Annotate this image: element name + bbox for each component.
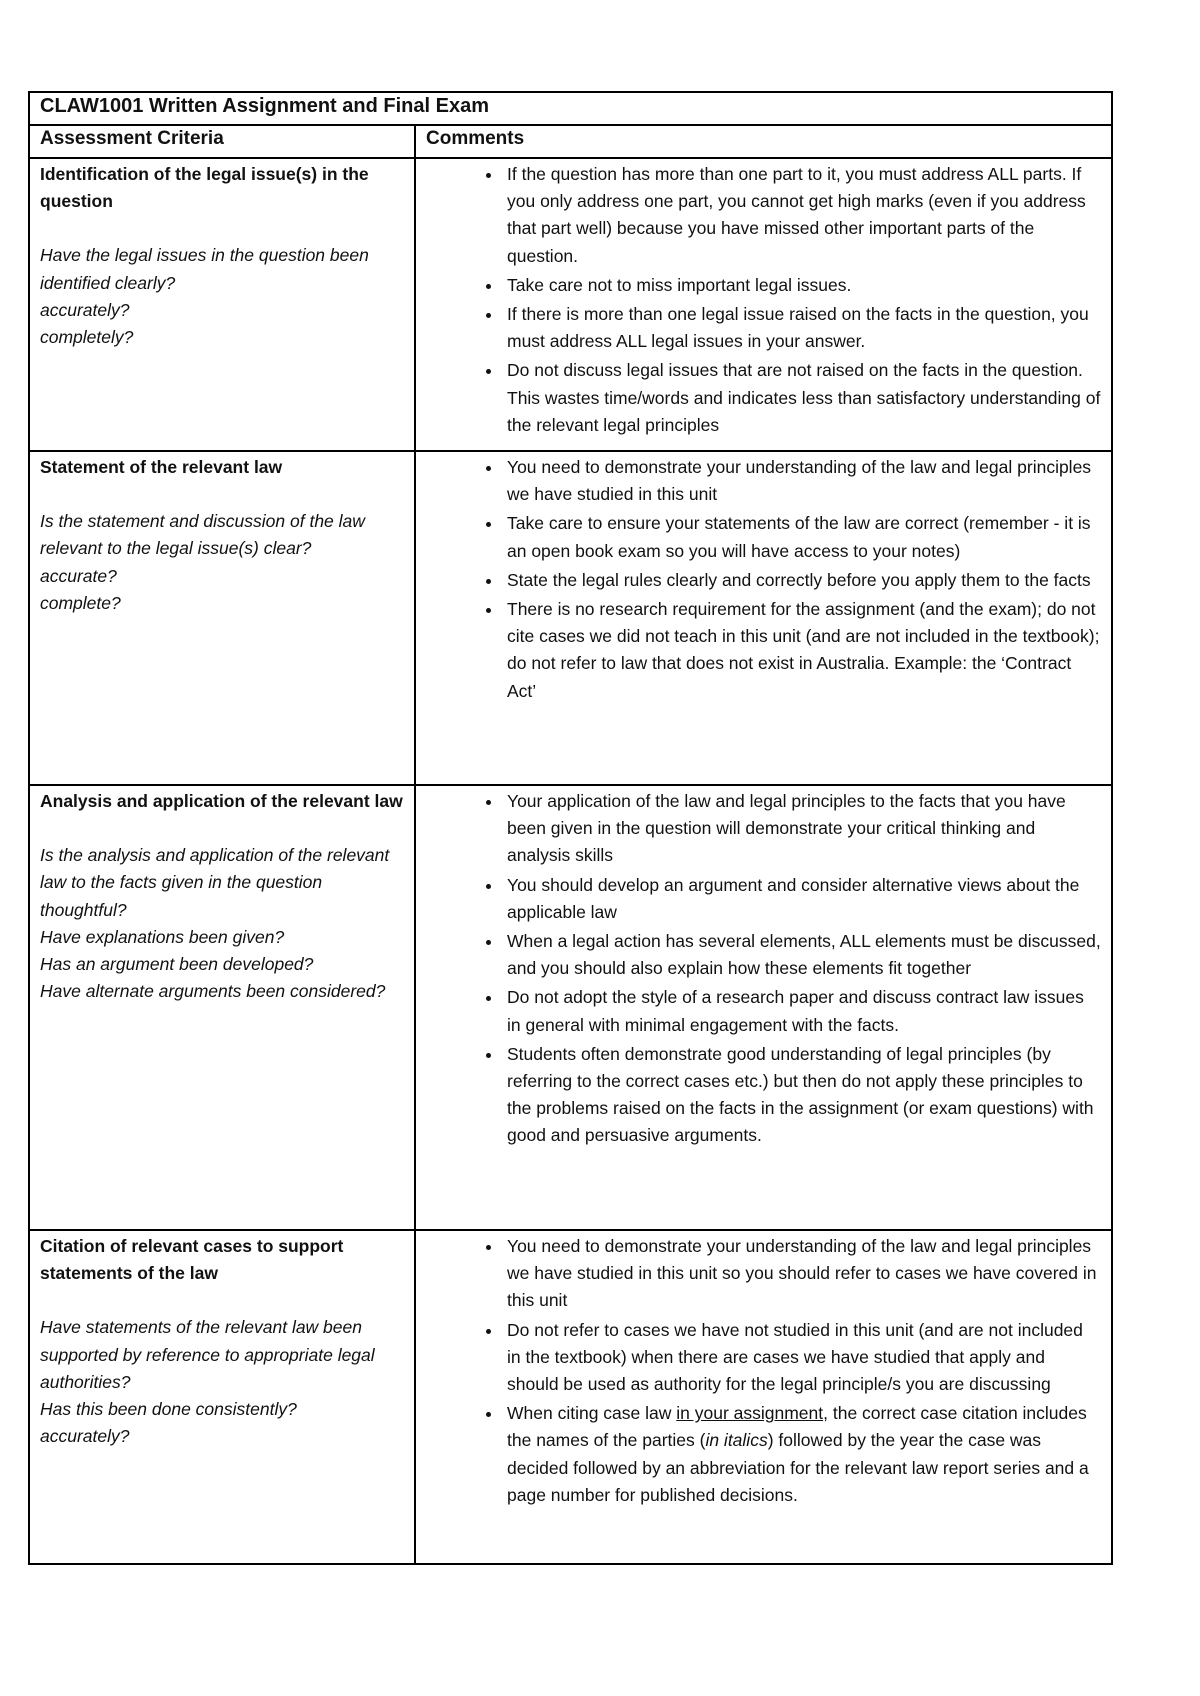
header-comments: Comments <box>415 125 1112 158</box>
comment-item: • Students often demonstrate good understanding of legal principles (by referring to the correct cases etc.) but then do not apply these principles to the problems raised on the facts in the assignment (or exam questions) with good and persuasive arguments. <box>503 1041 1101 1150</box>
comment-item-citation <box>503 1400 1101 1509</box>
rubric-row-citation <box>29 1230 1112 1564</box>
criterion-questions <box>40 508 404 617</box>
comment-item: • State the legal rules clearly and correctly before you apply them to the facts <box>503 567 1101 594</box>
criterion-title: Statement of the relevant law <box>40 457 283 477</box>
criterion-title: Citation of relevant cases to support statements of the law <box>40 1236 344 1284</box>
criterion-question: accurate? <box>40 565 117 586</box>
comment-item: • Do not adopt the style of a research paper and discuss contract law issues in general with minimal engagement with the facts. <box>503 984 1101 1038</box>
citation-text: , the correct case citation includes the names of the parties ( <box>507 1403 1087 1451</box>
rubric-row-analysis <box>29 785 1112 1230</box>
criterion-cell <box>29 451 415 785</box>
comments-cell <box>415 785 1112 1230</box>
comments-list <box>426 454 1101 705</box>
comment-item: • You need to demonstrate your understanding of the law and legal principles we have studied in this unit so you should refer to cases we have covered in this unit <box>503 1233 1101 1315</box>
comment-item: • There is no research requirement for the assignment (and the exam); do not cite cases we did not teach in this unit (and are not included in the textbook); do not refer to law that does not exist in Australia. Example: the ‘Contract Act’ <box>503 596 1101 705</box>
comment-item: • Take care to ensure your statements of the law are correct (remember - it is an open book exam so you will have access to your notes) <box>503 510 1101 564</box>
criterion-title: Analysis and application of the relevant law <box>40 791 403 811</box>
criterion-question: accurately? <box>40 299 130 320</box>
criterion-title: Identification of the legal issue(s) in the question <box>40 164 369 212</box>
criterion-question: Have explanations been given? <box>40 926 285 947</box>
criterion-question: Is the statement and discussion of the law relevant to the legal issue(s) clear? <box>40 511 365 559</box>
citation-text: When citing case law <box>507 1403 677 1424</box>
criterion-questions <box>40 842 404 1005</box>
comments-list <box>426 161 1101 439</box>
title-row <box>29 92 1112 125</box>
criterion-question: Have the legal issues in the question been identified clearly? <box>40 245 369 293</box>
criterion-questions <box>40 1314 404 1450</box>
criterion-question: complete? <box>40 592 121 613</box>
comments-list <box>426 1233 1101 1509</box>
criterion-cell <box>29 1230 415 1564</box>
comments-cell <box>415 1230 1112 1564</box>
header-criteria: Assessment Criteria <box>29 125 415 158</box>
rubric-row-statement <box>29 451 1112 785</box>
header-row <box>29 125 1112 158</box>
document-title: CLAW1001 Written Assignment and Final Exam <box>29 92 1112 125</box>
criterion-question: Has an argument been developed? <box>40 954 314 975</box>
rubric-row-identification <box>29 158 1112 451</box>
comment-item: • You should develop an argument and consider alternative views about the applicable law <box>503 872 1101 926</box>
citation-italic-text: in italics <box>705 1430 768 1451</box>
comments-cell <box>415 158 1112 451</box>
criterion-question: completely? <box>40 327 134 348</box>
comment-item: • When a legal action has several elements, ALL elements must be discussed, and you should also explain how these elements fit together <box>503 928 1101 982</box>
assessment-rubric-table <box>28 91 1113 1565</box>
criterion-question: Have statements of the relevant law been supported by reference to appropriate legal authorities? <box>40 1317 375 1392</box>
comment-item: • You need to demonstrate your understanding of the law and legal principles we have studied in this unit <box>503 454 1101 508</box>
criterion-cell <box>29 785 415 1230</box>
comments-cell <box>415 451 1112 785</box>
comment-item: • Take care not to miss important legal issues. <box>503 272 1101 299</box>
comment-item: • If the question has more than one part to it, you must address ALL parts. If you only address one part, you cannot get high marks (even if you address that part well) because you have missed other important parts of the question. <box>503 161 1101 270</box>
comment-item: • Do not discuss legal issues that are not raised on the facts in the question. This wastes time/words and indicates less than satisfactory understanding of the relevant legal principles <box>503 357 1101 439</box>
comments-list <box>426 788 1101 1150</box>
criterion-questions <box>40 242 404 351</box>
comment-item: • If there is more than one legal issue raised on the facts in the question, you must address ALL legal issues in your answer. <box>503 301 1101 355</box>
criterion-question: Has this been done consistently? <box>40 1399 297 1420</box>
citation-text: ) followed by the year the case was decided followed by an abbreviation for the relevant law report series and a page number for published decisions. <box>507 1430 1089 1505</box>
criterion-question: Is the analysis and application of the relevant law to the facts given in the question thoughtful? <box>40 845 390 920</box>
comment-item: • Your application of the law and legal principles to the facts that you have been given in the question will demonstrate your critical thinking and analysis skills <box>503 788 1101 870</box>
criterion-question: Have alternate arguments been considered? <box>40 981 386 1002</box>
comment-item: • Do not refer to cases we have not studied in this unit (and are not included in the textbook) when there are cases we have studied that apply and should be used as authority for the legal principle/s you are discussing <box>503 1317 1101 1399</box>
criterion-question: accurately? <box>40 1426 130 1447</box>
criterion-cell <box>29 158 415 451</box>
citation-underlined-text: in your assignment <box>676 1403 824 1424</box>
